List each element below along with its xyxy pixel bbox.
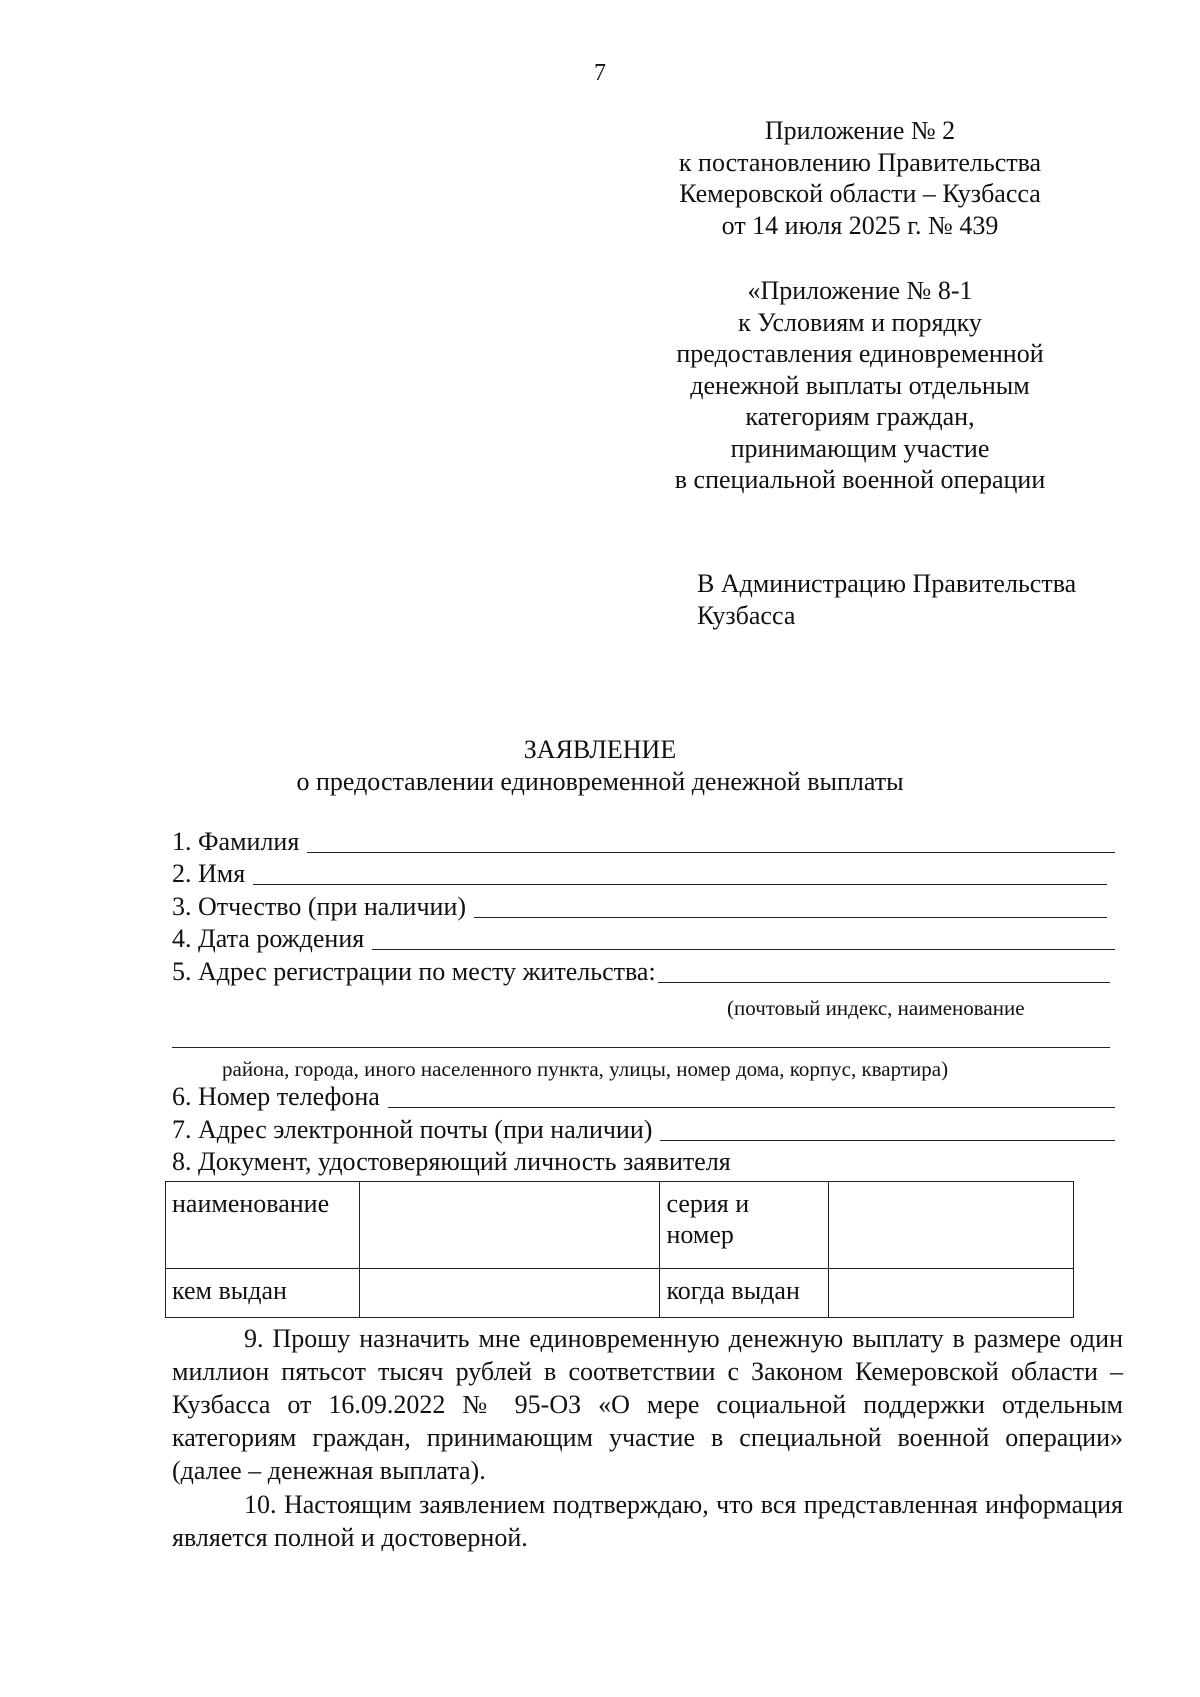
paragraph-9 [172, 1322, 1123, 1487]
phone-label: 6. Номер телефона [172, 1082, 380, 1111]
paragraph-9-text: 9. Прошу назначить мне единовременную денежную выплату в размере один миллион пятьсот тысяч рублей в соответствии с Законом Кемеровской области – Кузбасса от 16.09.2022 № 95-ОЗ «О мере социальной поддержки отдельным категориям граждан, принимающим участие в специальной военной операции» (далее – денежная выплата). [172, 1324, 1123, 1485]
address-input-line[interactable] [658, 981, 1110, 983]
document-subtitle: о предоставлении единовременной денежной выплаты [296, 767, 904, 796]
name-input-line[interactable] [253, 883, 1107, 885]
appendix-header-line: от 14 июля 2025 г. № 439 [721, 210, 999, 240]
doc-issued-by-label: кем выдан [172, 1276, 287, 1305]
doc-name-label-cell [166, 1182, 360, 1269]
doc-series-label-2: номер [666, 1220, 734, 1249]
surname-input-line[interactable] [307, 851, 1115, 853]
annex-header-line: принимающим участие [730, 433, 990, 463]
name-label: 2. Имя [172, 859, 246, 888]
annex-header-line: денежной выплаты отдельным [690, 370, 1030, 400]
doc-series-label-cell [660, 1182, 829, 1269]
email-field[interactable] [172, 1113, 1115, 1145]
phone-input-line[interactable] [388, 1106, 1115, 1108]
appendix-header-line: к постановлению Правительства [678, 147, 1042, 177]
page-number: 7 [594, 60, 606, 86]
appendix-header [640, 115, 1080, 241]
annex-header [640, 275, 1080, 496]
address-label: 5. Адрес регистрации по месту жительства: [172, 957, 656, 986]
email-input-line[interactable] [660, 1139, 1115, 1141]
name-field[interactable] [172, 857, 1107, 889]
address-hint-1: (почтовый индекс, наименование [727, 996, 1025, 1020]
patronymic-label: 3. Отчество (при наличии) [172, 892, 467, 921]
birth-date-field[interactable] [172, 922, 1115, 954]
document-title: ЗАЯВЛЕНИЕ [523, 735, 677, 764]
appendix-header-line: Приложение № 2 [764, 116, 956, 145]
addressee-line-1: В Администрацию Правительства [697, 569, 1077, 598]
annex-header-line: предоставления единовременной [676, 339, 1044, 368]
surname-field[interactable] [172, 825, 1115, 857]
id-document-label: 8. Документ, удостоверяющий личность заявителя [172, 1147, 731, 1176]
addressee-line-2: Кузбасса [697, 600, 796, 630]
patronymic-field[interactable] [172, 890, 1107, 922]
id-document-table [165, 1181, 1074, 1318]
id-document-heading [172, 1145, 1115, 1177]
doc-issue-date-label: когда выдан [666, 1276, 800, 1305]
address-hint-2: района, города, иного населенного пункта, улицы, номер дома, корпус, квартира) [222, 1057, 949, 1081]
paragraph-10-text: 10. Настоящим заявлением подтверждаю, что вся представленная информация является полной и достоверной. [172, 1490, 1123, 1552]
doc-series-label-1: серия и [666, 1189, 750, 1218]
birth-date-input-line[interactable] [372, 948, 1115, 950]
doc-issued-by-label-cell [166, 1269, 360, 1318]
surname-label: 1. Фамилия [172, 827, 300, 856]
doc-issue-date-value-cell[interactable] [829, 1269, 1074, 1318]
doc-series-value-cell[interactable] [829, 1182, 1074, 1269]
doc-issued-by-value-cell[interactable] [359, 1269, 660, 1318]
table-row [166, 1269, 1074, 1318]
birth-date-label: 4. Дата рождения [172, 924, 365, 953]
annex-header-line: к Условиям и порядку [738, 307, 982, 337]
doc-issue-date-label-cell [660, 1269, 829, 1318]
address-input-line-2[interactable] [172, 1047, 1110, 1048]
appendix-header-line: Кемеровской области – Кузбасса [679, 179, 1041, 208]
annex-header-line: категориям граждан, [745, 402, 975, 431]
table-row [166, 1182, 1074, 1269]
addressee [697, 568, 1076, 631]
email-label: 7. Адрес электронной почты (при наличии) [172, 1115, 653, 1144]
address-field[interactable] [172, 955, 1110, 987]
doc-name-label: наименование [172, 1189, 330, 1218]
annex-header-line: в специальной военной операции [674, 465, 1046, 494]
annex-header-line: «Приложение № 8-1 [747, 276, 973, 305]
doc-name-value-cell[interactable] [359, 1182, 660, 1269]
paragraph-10 [172, 1488, 1123, 1554]
phone-field[interactable] [172, 1080, 1115, 1112]
patronymic-input-line[interactable] [474, 916, 1107, 918]
